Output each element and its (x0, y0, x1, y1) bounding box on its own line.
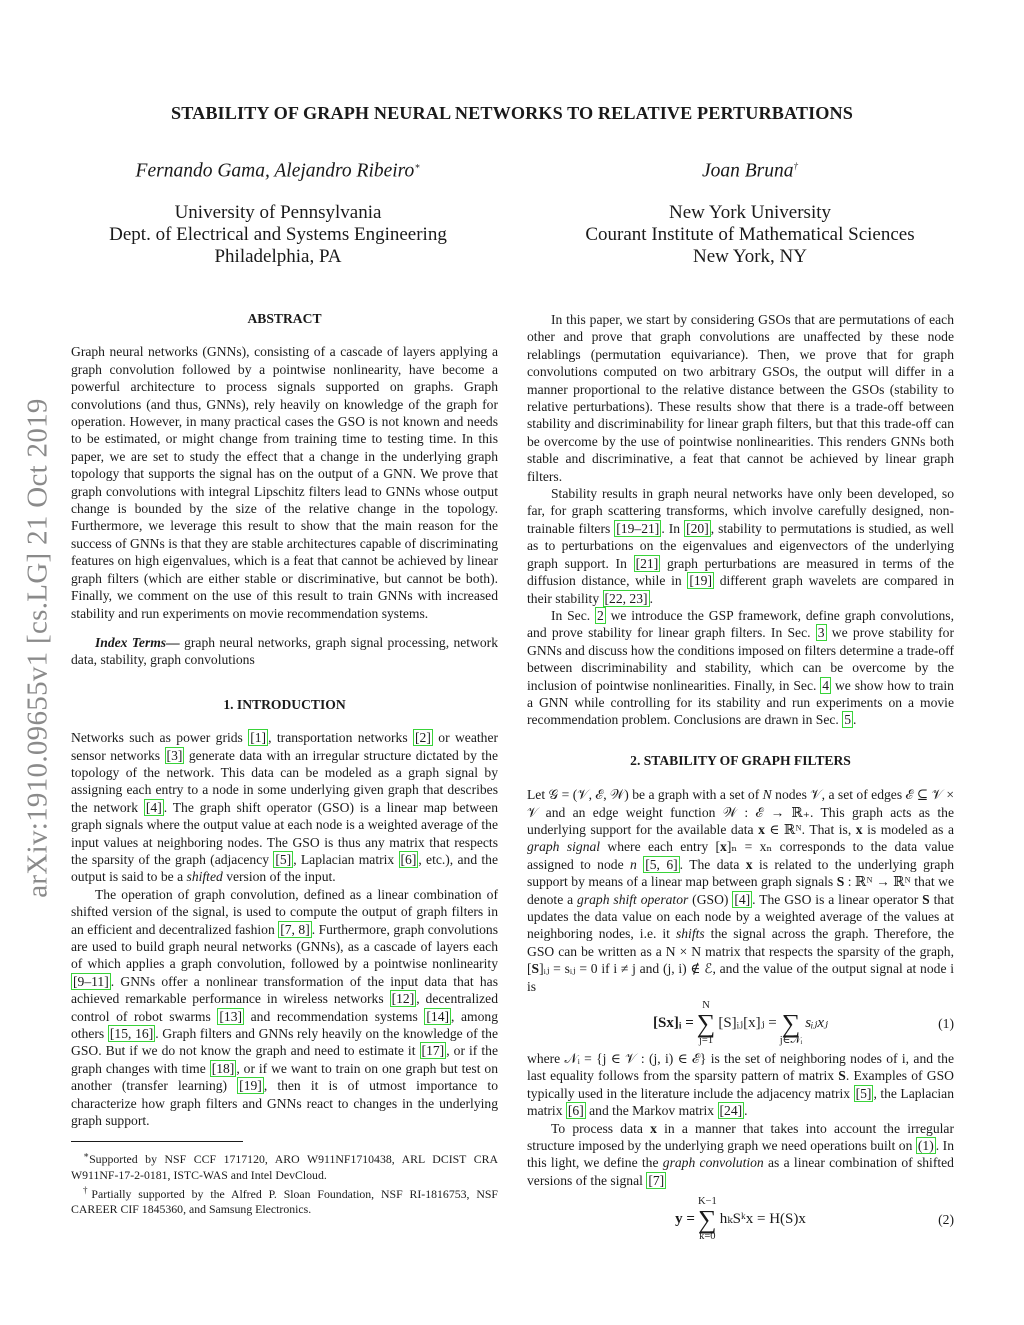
right-paragraph-4: Let 𝒢 = (𝒱, ℰ, 𝒲) be a graph with a set of N nodes 𝒱, a set of edges ℰ ⊆ 𝒱 × 𝒱 and an edge weight function 𝒲 : ℰ → ℝ₊. This graph acts as the underlying support for the available data x ∈ ℝᴺ. That is, x is modeled as a graph signal where each entry [x]ₙ = xₙ corresponds to the data value assigned to node n [5, 6] . The data x is related to the underlying graph support by means of a linear map between graph signals S : ℝᴺ → ℝᴺ that we denote a graph shift operator (GSO) [4] . The GSO is a linear operator S that updates the data value on each node by a weighted average of the values at neighboring nodes, i.e. it shifts the signal across the graph. Therefore, the GSO can be written as a N × N matrix that respects the sparsity of the graph, [S]ᵢⱼ = sᵢⱼ = 0 if i ≠ j and (j, i) ∉ ℰ, and the value of the output signal at node i is (527, 787, 955, 994)
citation-link[interactable]: [12] (391, 991, 415, 1007)
author-names-right (560, 155, 940, 183)
right-paragraph-5: where 𝒩ᵢ = {j ∈ 𝒱 : (j, i) ∈ ℰ} is the set of neighboring nodes of i, and the last equality follows from the sparsity pattern of matrix S. Examples of GSO typically used in the literature include the adjacency matrix [5] , the Laplacian matrix [6] and the Markov matrix [24] . (527, 1051, 955, 1119)
affiliation-right-line-2: Courant Institute of Mathematical Sciences (585, 223, 915, 245)
citation-link[interactable]: [21] (635, 555, 659, 571)
equation-2-body (675, 1197, 806, 1242)
section-2-heading: 2. STABILITY OF GRAPH FILTERS (630, 752, 851, 768)
intro-paragraph-1: Networks such as power grids [1] , transportation networks [2] or weather sensor networks [3] generate data with an irregular structure dictated by the topology of the network. This data can be modeled as a graph signal by assigning each entry to a node in some underlying given graph that describes the network [4] . The graph shift operator (GSO) is a linear map between graph signals where the output value at each node is a weighted average of the input values at neighboring nodes. The GSO is thus any matrix that respects the sparsity of the graph (adjacency [5] , Laplacian matrix [6] , etc.), and the output is said to be a shifted version of the input. (71, 730, 499, 885)
eq1-rhs: sᵢⱼxⱼ (805, 1014, 829, 1031)
citation-link[interactable]: [1] (250, 730, 267, 746)
equation-1-number: (1) (938, 1015, 954, 1031)
affiliation-right-line-3: New York, NY (692, 245, 807, 267)
arxiv-stamp (8, 348, 68, 948)
intro-paragraph-2: The operation of graph convolution, defined as a linear combination of shifted version of the signal, is used to compute the output of graph filters in an efficient and decentralized fashion [7, 8] . Furthermore, graph convolutions are used to build graph neural networks (GNNs), as a cascade of layers each of which applies a graph convolution, followed by a pointwise nonlinearity [9–11] . GNNs offer a nonlinear transformation of the input data that has achieved remarkable performance in wireless networks [12] , decentralized control of robot swarms [13] and recommendation systems [14] , among others [15, 16] . Graph filters and GNNs rely heavily on the knowledge of the GSO. But if we do not know the graph and need to estimate it [17] , or if the graph changes with time [18] , or if we want to train on one graph but test on another (transfer learning) [19] , then it is of utmost importance to characterize how graph filters and GNNs react to changes in the underlying graph support. (71, 886, 499, 1129)
citation-link[interactable]: [15, 16] (109, 1026, 154, 1042)
citation-link[interactable]: [7, 8] (280, 921, 310, 937)
right-paragraph-1: In this paper, we start by considering GSOs that are permutations of each other and prove that graph convolutions are unaffected by these node relablings (permutation equivariance). Then, we prove that for graph convolutions computed on two arbitrary GSOs, the output will differ in a manner proportional to the relative distance between the GSOs (stability to relative perturbations). These results show that there is a trade-off between stability and discriminability for linear graph filters, but that this trade-off can be overcome by the use of pointwise nonlinearities. This renders GNNs both stable and discriminative, a feat that cannot be achieved by linear graph filters. (527, 312, 954, 484)
equation-2 (527, 1197, 954, 1242)
section-link[interactable]: 4 (822, 677, 830, 693)
equation-1 (527, 1001, 954, 1046)
author-block-right (560, 155, 940, 268)
sum-symbol: N ∑ j=1 (696, 1000, 716, 1046)
affiliation-left-line-1: University of Pennsylvania (174, 201, 382, 223)
citation-link[interactable]: [20] (686, 520, 709, 536)
citation-link[interactable]: [4] (734, 891, 751, 907)
equation-1-body (653, 1001, 828, 1046)
citation-link[interactable]: [7] (648, 1172, 665, 1188)
citation-link[interactable]: [5] (855, 1085, 872, 1101)
index-terms (71, 634, 498, 669)
right-paragraph-3: In Sec. 2 we introduce the GSP framework, define graph convolutions, and prove stability for linear graph filters. In Sec. 3 we prove stability for GNNs and discuss how the conditions imposed on filters determine a trade-off between discriminability and stability, which can be overcome by the inclusion of pointwise nonlinearities. Finally, in Sec. 4 we show how to train a GNN while controlling for its stability and run experiments on a movie recommendation problem. Conclusions are drawn in Sec. 5 . (527, 607, 954, 728)
sum-symbol: K−1 ∑ k=0 (697, 1196, 717, 1242)
affiliation-left-line-2: Dept. of Electrical and Systems Engineering (109, 223, 447, 245)
citation-link[interactable]: [6] (400, 851, 417, 867)
abstract-text: Graph neural networks (GNNs), consisting of a cascade of layers applying a graph convolution followed by a pointwise nonlinearity, have become a powerful architecture to process signals supported on graphs. Graph convolutions (and thus, GNNs), rely heavily on knowledge of the graph for operation. However, in many practical cases the GSO is not known and needs to be estimated, or might change from training time to testing time. In this paper, we are set to study the effect that a change in the underlying graph topology that supports the signal has on the output of a GNN. We prove that graph convolutions with integral Lipschitz filters lead to GNNs whose output change is bounded by the size of the relative change in the topology. Furthermore, we leverage this result to show that the main reason for the success of GNNs is that they are stable architectures capable of discriminating features on high eigenvalues, which is a feat that cannot be achieved by linear graph filters (which are either stable or discriminative, but cannot be both). Finally, we comment on the use of this result to train GNNs with increased stability and run experiments on movie recommendation systems. (71, 344, 498, 621)
left-column (71, 310, 498, 1217)
eq1-mid: [S]ᵢⱼ[x]ⱼ = (718, 1014, 777, 1031)
footnote-2: †Partially supported by the Alfred P. Sloan Foundation, NSF RI-1816753, NSF CAREER CIF 1845360, and Samsung Electronics. (71, 1184, 498, 1216)
sum-symbol: ∑ j∈𝒩ᵢ (779, 1008, 803, 1046)
right-paragraph-6: To process data x in a manner that takes into account the irregular structure imposed by the underlying graph we need operations built on (1) . In this light, we define the graph convolution as a linear combination of shifted versions of the signal [7] (527, 1120, 954, 1188)
author-mark-right: † (793, 161, 799, 171)
footnote-1: ∗Supported by NSF CCF 1717120, ARO W911NF1710438, ARL DCIST CRA W911NF-17-2-0181, ISTC-WAS and Intel DevCloud. (71, 1150, 498, 1182)
eq2-lhs: y = (675, 1211, 695, 1228)
citation-link[interactable]: [14] (426, 1008, 450, 1024)
citation-link[interactable]: [13] (219, 1008, 243, 1024)
index-terms-text: graph neural networks, graph signal processing, network data, stability, graph convolutions (71, 634, 499, 668)
intro-heading: 1. INTRODUCTION (223, 696, 346, 712)
right-paragraph-2: Stability results in graph neural networks have only been developed, so far, for graph scattering transforms, which involve carefully designed, non-trainable filters [19–21] . In [20] , stability to permutations is studied, as well as to perturbations on the eigenvalues and eigenvectors of the underlying graph support. In [21] graph perturbations are measured in terms of the diffusion distance, while in [19] different graph wavelets are compared in their stability [22, 23] . (527, 486, 954, 606)
eq2-rhs: hₖSᵏx = H(S)x (719, 1211, 806, 1228)
citation-link[interactable]: [19–21] (616, 520, 660, 536)
section-link[interactable]: 3 (817, 625, 825, 641)
author-names-left (78, 155, 478, 183)
author-mark-left: ∗ (414, 161, 421, 171)
author-names-left-text: Fernando Gama, Alejandro Ribeiro (135, 160, 415, 182)
equation-2-number: (2) (938, 1212, 954, 1228)
citation-link[interactable]: [5, 6] (645, 856, 678, 872)
arxiv-stamp-text: arXiv:1910.09655v1 [cs.LG] 21 Oct 2019 (21, 398, 54, 898)
right-column (527, 311, 954, 1242)
paper-title: STABILITY OF GRAPH NEURAL NETWORKS TO RELATIVE PERTURBATIONS (171, 103, 853, 123)
citation-link[interactable]: [2] (415, 730, 431, 746)
footnote-rule (71, 1141, 243, 1142)
citation-link[interactable]: [24] (719, 1103, 743, 1119)
citation-link[interactable]: [9–11] (73, 973, 109, 989)
citation-link[interactable]: [6] (567, 1103, 584, 1119)
section-link[interactable]: 5 (844, 712, 852, 728)
affiliation-right-line-1: New York University (668, 201, 832, 223)
affiliation-left-line-3: Philadelphia, PA (214, 245, 342, 267)
index-terms-label: Index Terms— (95, 634, 180, 650)
citation-link[interactable]: [17] (421, 1043, 445, 1059)
citation-link[interactable]: [3] (166, 747, 183, 763)
citation-link[interactable]: [4] (145, 799, 162, 815)
citation-link[interactable]: [22, 23] (604, 590, 648, 606)
citation-link[interactable]: [19] (239, 1078, 262, 1094)
abstract-heading: ABSTRACT (247, 311, 322, 326)
author-block-left (78, 155, 478, 268)
citation-link[interactable]: [19] (689, 573, 712, 589)
author-names-right-text: Joan Bruna (701, 160, 794, 182)
equation-link[interactable]: (1) (917, 1138, 934, 1154)
citation-link[interactable]: [18] (211, 1060, 235, 1076)
eq1-lhs: [Sx]ᵢ = (652, 1014, 694, 1031)
section-link[interactable]: 2 (596, 607, 604, 623)
citation-link[interactable]: [5] (275, 851, 292, 867)
